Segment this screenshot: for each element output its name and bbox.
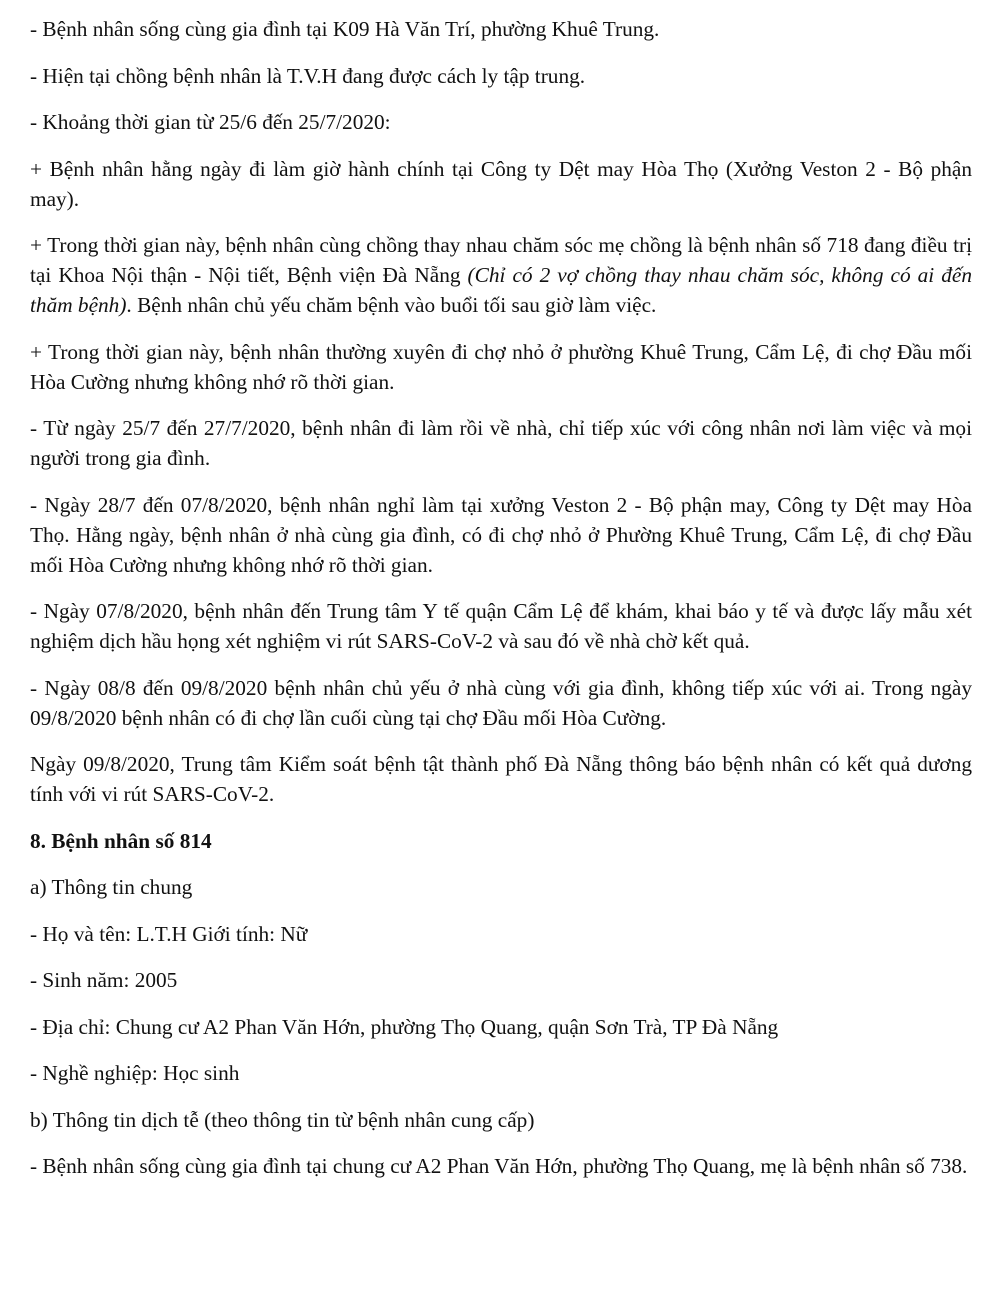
field-address: - Địa chỉ: Chung cư A2 Phan Văn Hớn, phường Thọ Quang, quận Sơn Trà, TP Đà Nẵng — [30, 1014, 779, 1039]
section-heading-patient-814: 8. Bệnh nhân số 814 — [30, 828, 212, 853]
paragraph-period-intro: - Khoảng thời gian từ 25/6 đến 25/7/2020: — [30, 110, 391, 134]
paragraph-814-residence: - Bệnh nhân sống cùng gia đình tại chung cư A2 Phan Văn Hớn, phường Thọ Quang, mẹ là bệnh nhân số 738. — [30, 1154, 968, 1178]
subheading-epidemiology: b) Thông tin dịch tễ (theo thông tin từ bệnh nhân cung cấp) — [30, 1107, 535, 1132]
field-occupation: - Nghề nghiệp: Học sinh — [30, 1061, 240, 1085]
paragraph-work: + Bệnh nhân hằng ngày đi làm giờ hành chính tại Công ty Dệt may Hòa Thọ (Xưởng Veston 2 - Bộ phận may). — [30, 156, 972, 211]
paragraph-aug-07-test: - Ngày 07/8/2020, bệnh nhân đến Trung tâm Y tế quận Cẩm Lệ để khám, khai báo y tế và được lấy mẫu xét nghiệm dịch hầu họng xét nghiệm vi rút SARS-CoV-2 và sau đó về nhà chờ kết quả. — [30, 599, 972, 653]
document-page — [30, 14, 972, 1198]
paragraph-caregiving — [30, 230, 972, 320]
caregiving-text-start: + Trong thời gian này, bệnh nhân cùng chồng thay nhau chăm sóc mẹ chồng là bệnh nhân số 718 đang điều trị tại Khoa Nội thận - Nội tiết, Bệnh viện Đà Nẵng — [30, 233, 972, 287]
caregiving-italic-note: (Chỉ có 2 vợ chồng thay nhau chăm sóc, không có ai đến thăm bệnh) — [30, 263, 972, 317]
paragraph-jul-28-aug-07: - Ngày 28/7 đến 07/8/2020, bệnh nhân nghỉ làm tại xưởng Veston 2 - Bộ phận may, Công ty Dệt may Hòa Thọ. Hằng ngày, bệnh nhân ở nhà cùng gia đình, có đi chợ nhỏ ở Phường Khuê Trung, Cẩm Lệ, đi chợ Đầu mối Hòa Cường nhưng không nhớ rõ thời gian. — [30, 492, 972, 577]
paragraph-market-visits: + Trong thời gian này, bệnh nhân thường xuyên đi chợ nhỏ ở phường Khuê Trung, Cẩm Lệ, đi chợ Đầu mối Hòa Cường nhưng không nhớ rõ thời gian. — [30, 339, 972, 394]
paragraph-positive-result: Ngày 09/8/2020, Trung tâm Kiểm soát bệnh tật thành phố Đà Nẵng thông báo bệnh nhân có kết quả dương tính với vi rút SARS-CoV-2. — [30, 752, 972, 806]
paragraph-residence: - Bệnh nhân sống cùng gia đình tại K09 Hà Văn Trí, phường Khuê Trung. — [30, 17, 660, 41]
paragraph-jul-25-27: - Từ ngày 25/7 đến 27/7/2020, bệnh nhân đi làm rồi về nhà, chỉ tiếp xúc với công nhân nơi làm việc và mọi người trong gia đình. — [30, 416, 972, 470]
field-birth-year: - Sinh năm: 2005 — [30, 968, 178, 992]
field-name-gender: - Họ và tên: L.T.H Giới tính: Nữ — [30, 921, 308, 946]
caregiving-text-end: . Bệnh nhân chủ yếu chăm bệnh vào buổi tối sau giờ làm việc. — [126, 293, 657, 317]
paragraph-husband-quarantine: - Hiện tại chồng bệnh nhân là T.V.H đang được cách ly tập trung. — [30, 63, 586, 88]
subheading-general-info: a) Thông tin chung — [30, 875, 193, 899]
paragraph-aug-08-09: - Ngày 08/8 đến 09/8/2020 bệnh nhân chủ yếu ở nhà cùng với gia đình, không tiếp xúc với ai. Trong ngày 09/8/2020 bệnh nhân có đi chợ lần cuối cùng tại chợ Đầu mối Hòa Cường. — [30, 675, 972, 730]
